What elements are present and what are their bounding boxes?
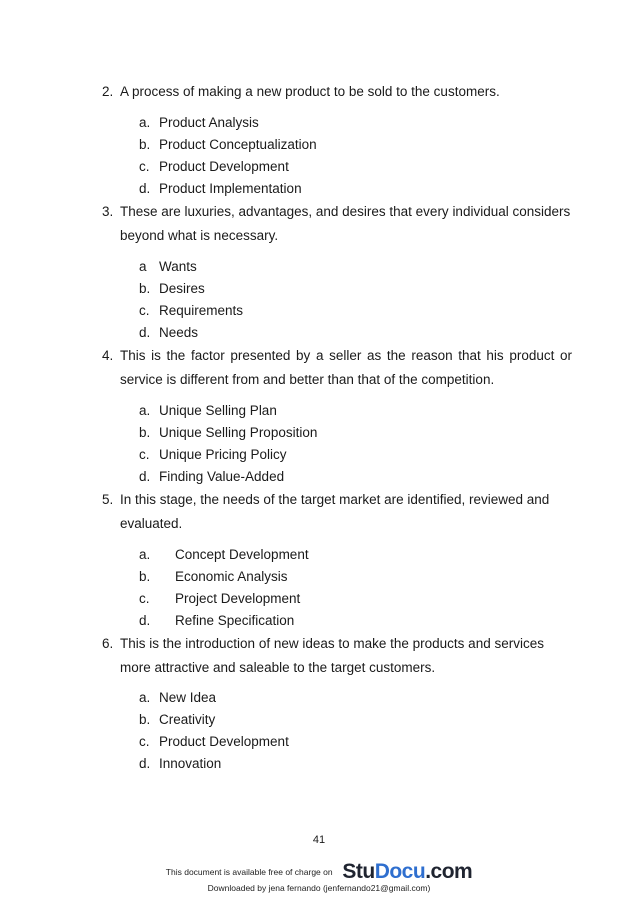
page-number: 41 (312, 834, 326, 846)
question-4 (102, 344, 572, 392)
question-number: 3. (102, 204, 114, 219)
option-letter: d. (139, 181, 151, 196)
option-6b (139, 711, 215, 729)
option-text: Unique Pricing Policy (159, 447, 287, 462)
option-6d (139, 755, 221, 773)
option-text: Unique Selling Plan (159, 403, 277, 418)
option-text: Refine Specification (175, 613, 295, 628)
option-letter: c. (139, 591, 150, 606)
option-letter: d. (139, 756, 151, 771)
option-letter: b. (139, 137, 151, 152)
option-4c (139, 446, 287, 464)
question-text: A process of making a new product to be sold to the customers. (120, 84, 500, 99)
question-number: 4. (102, 348, 114, 363)
option-letter: d. (139, 469, 151, 484)
option-5d (139, 612, 294, 630)
option-text: Product Development (159, 734, 289, 749)
option-text: Unique Selling Proposition (159, 425, 318, 440)
option-text: Creativity (159, 712, 216, 727)
option-3d (139, 324, 198, 342)
option-2a (139, 114, 259, 132)
question-6 (102, 632, 572, 680)
option-2b (139, 136, 317, 154)
option-letter: b. (139, 712, 151, 727)
option-4d (139, 468, 284, 486)
option-letter: a. (139, 115, 151, 130)
option-2c (139, 158, 289, 176)
studocu-logo[interactable] (342, 860, 472, 884)
question-text: This is the factor presented by a seller as the reason that his product or service is different from and better than that of the competition. (120, 348, 572, 387)
option-text: Product Conceptualization (159, 137, 317, 152)
option-text: Desires (159, 281, 205, 296)
option-text: Concept Development (175, 547, 309, 562)
option-letter: a. (139, 690, 151, 705)
option-2d (139, 180, 302, 198)
option-3a (139, 258, 197, 276)
logo-stu: Stu (342, 860, 375, 883)
option-text: Economic Analysis (175, 569, 288, 584)
question-5 (102, 488, 572, 536)
logo-com: .com (425, 860, 473, 883)
option-3c (139, 302, 243, 320)
option-4a (139, 402, 277, 420)
option-4b (139, 424, 317, 442)
option-letter: b. (139, 281, 151, 296)
option-letter: c. (139, 303, 150, 318)
question-text: This is the introduction of new ideas to make the products and services more attractive and saleable to the target customers. (120, 636, 544, 675)
option-text: Project Development (175, 591, 301, 606)
option-letter: a (139, 259, 147, 274)
question-number: 6. (102, 636, 114, 651)
option-letter: b. (139, 569, 151, 584)
option-letter: c. (139, 159, 150, 174)
downloaded-by-text: Downloaded by jena fernando (jenfernando21@gmail.com) (207, 883, 431, 893)
option-letter: d. (139, 613, 151, 628)
option-letter: c. (139, 734, 150, 749)
option-text: Finding Value-Added (159, 469, 285, 484)
option-text: New Idea (159, 690, 217, 705)
option-text: Product Implementation (159, 181, 302, 196)
option-letter: d. (139, 325, 151, 340)
question-text: In this stage, the needs of the target market are identified, reviewed and evaluated. (120, 492, 550, 531)
option-text: Product Analysis (159, 115, 259, 130)
option-text: Requirements (159, 303, 244, 318)
option-letter: a. (139, 403, 151, 418)
option-text: Wants (159, 259, 197, 274)
option-5c (139, 590, 300, 608)
question-text: These are luxuries, advantages, and desires that every individual considers beyond what is necessary. (120, 204, 571, 243)
option-5a (139, 546, 309, 564)
option-3b (139, 280, 205, 298)
question-number: 5. (102, 492, 114, 507)
option-5b (139, 568, 288, 586)
option-6a (139, 689, 216, 707)
option-text: Innovation (159, 756, 222, 771)
footer-available-text: This document is available free of charge on (165, 867, 333, 877)
option-letter: b. (139, 425, 151, 440)
logo-docu: Docu (374, 860, 426, 883)
option-letter: c. (139, 447, 150, 462)
option-text: Product Development (159, 159, 289, 174)
question-3 (102, 200, 572, 248)
question-number: 2. (102, 84, 114, 99)
option-text: Needs (159, 325, 199, 340)
footer (0, 860, 638, 884)
question-2 (102, 80, 572, 104)
option-6c (139, 733, 289, 751)
option-letter: a. (139, 547, 151, 562)
